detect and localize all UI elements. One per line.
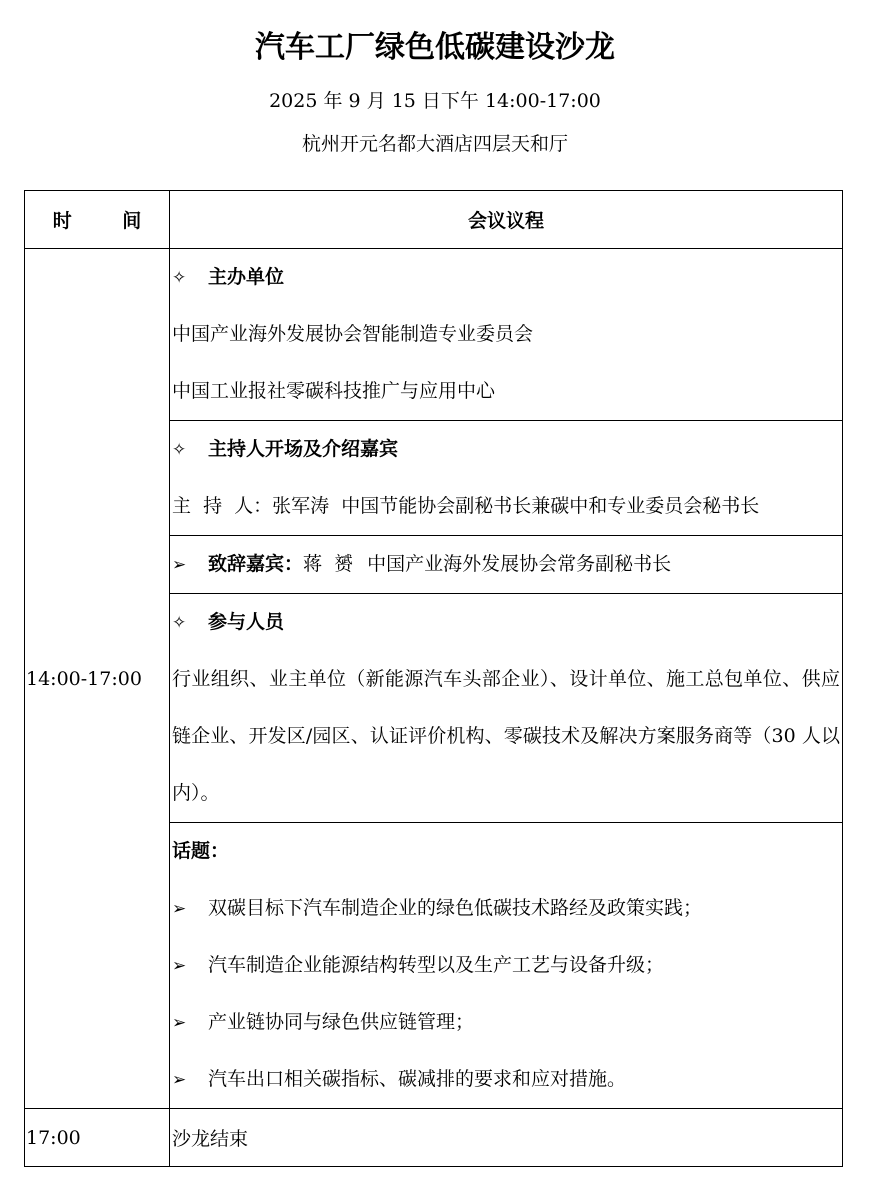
organizer-heading: 主办单位	[208, 266, 285, 288]
host-text: 张军涛 中国节能协会副秘书长兼碳中和专业委员会秘书长	[272, 495, 760, 517]
diamond-icon: ✧	[172, 440, 187, 460]
participants-heading: 参与人员	[208, 611, 285, 633]
list-item: ➢ 汽车制造企业能源结构转型以及生产工艺与设备升级；	[172, 937, 842, 994]
end-text-cell	[170, 1109, 843, 1167]
event-venue: 杭州开元名都大酒店四层天和厅	[301, 133, 568, 155]
topics-section	[170, 823, 843, 1109]
host-heading: 主持人开场及介绍嘉宾	[208, 438, 399, 460]
table-header-row	[25, 191, 843, 249]
table-row	[25, 1109, 843, 1167]
participants-section	[170, 594, 843, 823]
arrow-icon: ➢	[172, 1013, 187, 1033]
end-text: 沙龙结束	[172, 1128, 249, 1150]
diamond-icon: ✧	[172, 613, 187, 633]
main-time: 14:00-17:00	[26, 667, 142, 690]
arrow-icon: ➢	[172, 956, 187, 976]
main-time-cell	[25, 249, 170, 1109]
speech-name: 蒋 赟	[303, 553, 354, 575]
speech-label: 致辞嘉宾：	[208, 553, 304, 575]
speech-text: 中国产业海外发展协会常务副秘书长	[367, 553, 672, 575]
col-header-agenda: 会议议程	[170, 191, 843, 249]
page-title: 汽车工厂绿色低碳建设沙龙	[255, 30, 615, 65]
list-item: ➢ 产业链协同与绿色供应链管理；	[172, 994, 842, 1051]
list-item: ➢ 双碳目标下汽车制造企业的绿色低碳技术路经及政策实践；	[172, 880, 842, 937]
host-label: 主 持 人：	[172, 495, 273, 517]
list-item: ➢ 汽车出口相关碳指标、碳减排的要求和应对措施。	[172, 1051, 842, 1108]
organizer-line-1: 中国产业海外发展协会智能制造专业委员会	[172, 323, 534, 345]
organizer-line-2: 中国工业报社零碳科技推广与应用中心	[172, 380, 496, 402]
arrow-icon: ➢	[172, 1070, 187, 1090]
topics-heading: 话题：	[172, 840, 230, 862]
table-row	[25, 249, 843, 421]
speech-section	[170, 536, 843, 594]
participants-text: 行业组织、业主单位（新能源汽车头部企业）、设计单位、施工总包单位、供应链企业、开发区/园区、认证评价机构、零碳技术及解决方案服务商等（30 人以内）。	[172, 668, 840, 804]
end-time-cell	[25, 1109, 170, 1167]
end-time: 17:00	[26, 1126, 81, 1149]
organizer-section	[170, 249, 843, 421]
agenda-table	[24, 190, 843, 1167]
arrow-icon: ➢	[172, 899, 187, 919]
col-header-time: 时 间	[25, 191, 170, 249]
host-section	[170, 421, 843, 536]
arrow-icon: ➢	[172, 555, 187, 575]
diamond-icon: ✧	[172, 268, 187, 288]
event-datetime: 2025 年 9 月 15 日下午 14:00-17:00	[269, 90, 601, 112]
